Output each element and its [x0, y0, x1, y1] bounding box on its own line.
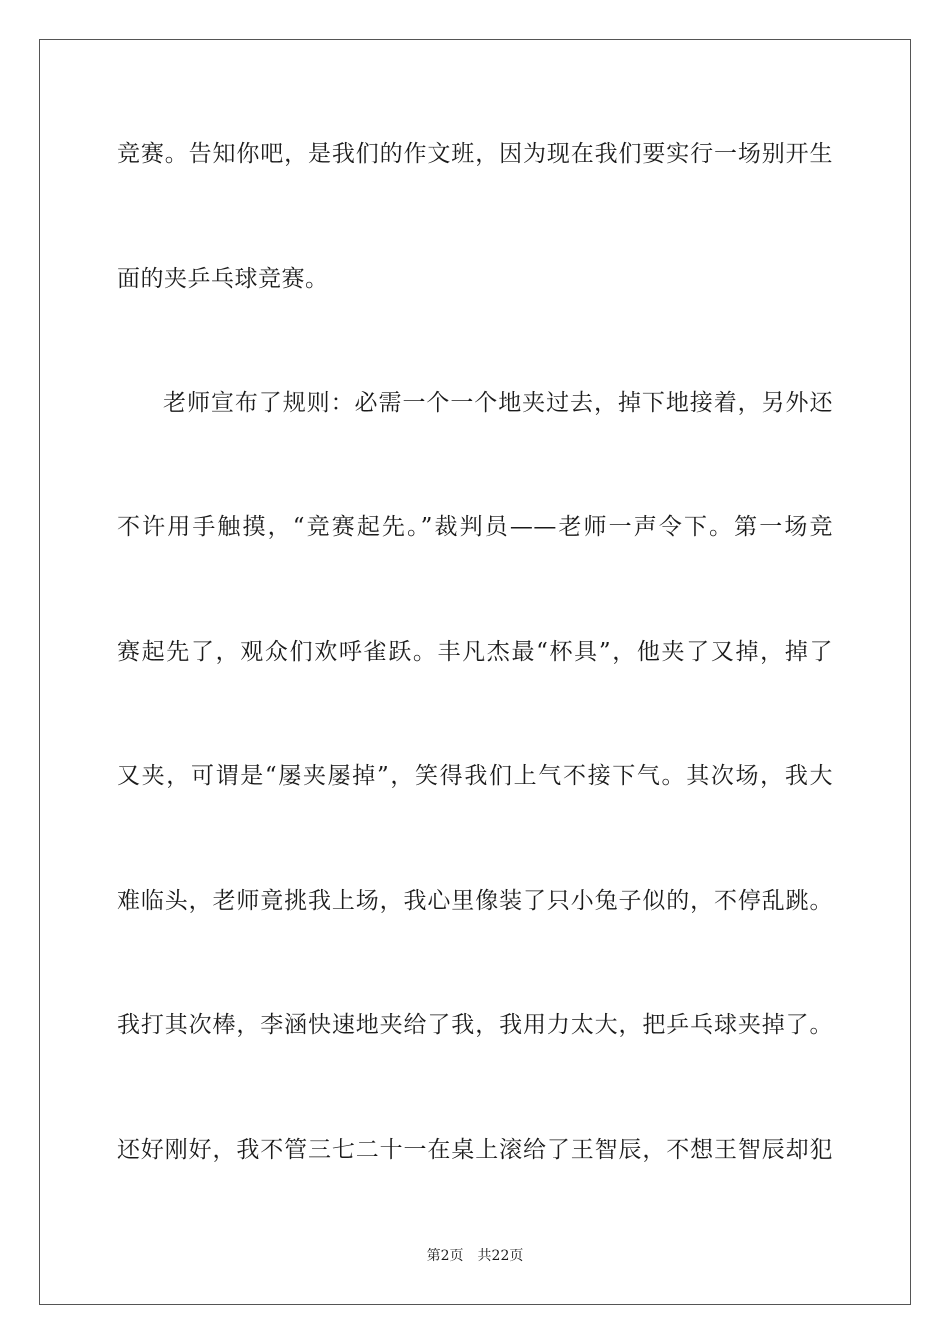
- page-frame: [39, 39, 911, 1305]
- text-line-4: 不许用手触摸，“竞赛起先。”裁判员——老师一声令下。第一场竞: [117, 514, 833, 540]
- text-line-9: 还好刚好，我不管三七二十一在桌上滚给了王智辰，不想王智辰却犯: [117, 1137, 833, 1163]
- text-line-2: 面的夹乒乓球竞赛。: [117, 266, 329, 292]
- text-line-1: 竞赛。告知你吧，是我们的作文班，因为现在我们要实行一场别开生: [117, 141, 833, 167]
- text-line-8: 我打其次棒，李涵快速地夹给了我，我用力太大，把乒乓球夹掉了。: [117, 1012, 833, 1038]
- text-line-3: 老师宣布了规则：必需一个一个地夹过去，掉下地接着，另外还: [163, 390, 833, 416]
- page-number-current: 第2页: [426, 1248, 464, 1264]
- page-number-total: 共22页: [477, 1248, 524, 1264]
- text-line-5: 赛起先了，观众们欢呼雀跃。丰凡杰最“杯具”，他夹了又掉，掉了: [117, 639, 833, 665]
- text-line-6: 又夹，可谓是“屡夹屡掉”，笑得我们上气不接下气。其次场，我大: [117, 763, 833, 789]
- page-footer: [0, 1246, 950, 1266]
- text-line-7: 难临头，老师竟挑我上场，我心里像装了只小兔子似的，不停乱跳。: [117, 888, 833, 914]
